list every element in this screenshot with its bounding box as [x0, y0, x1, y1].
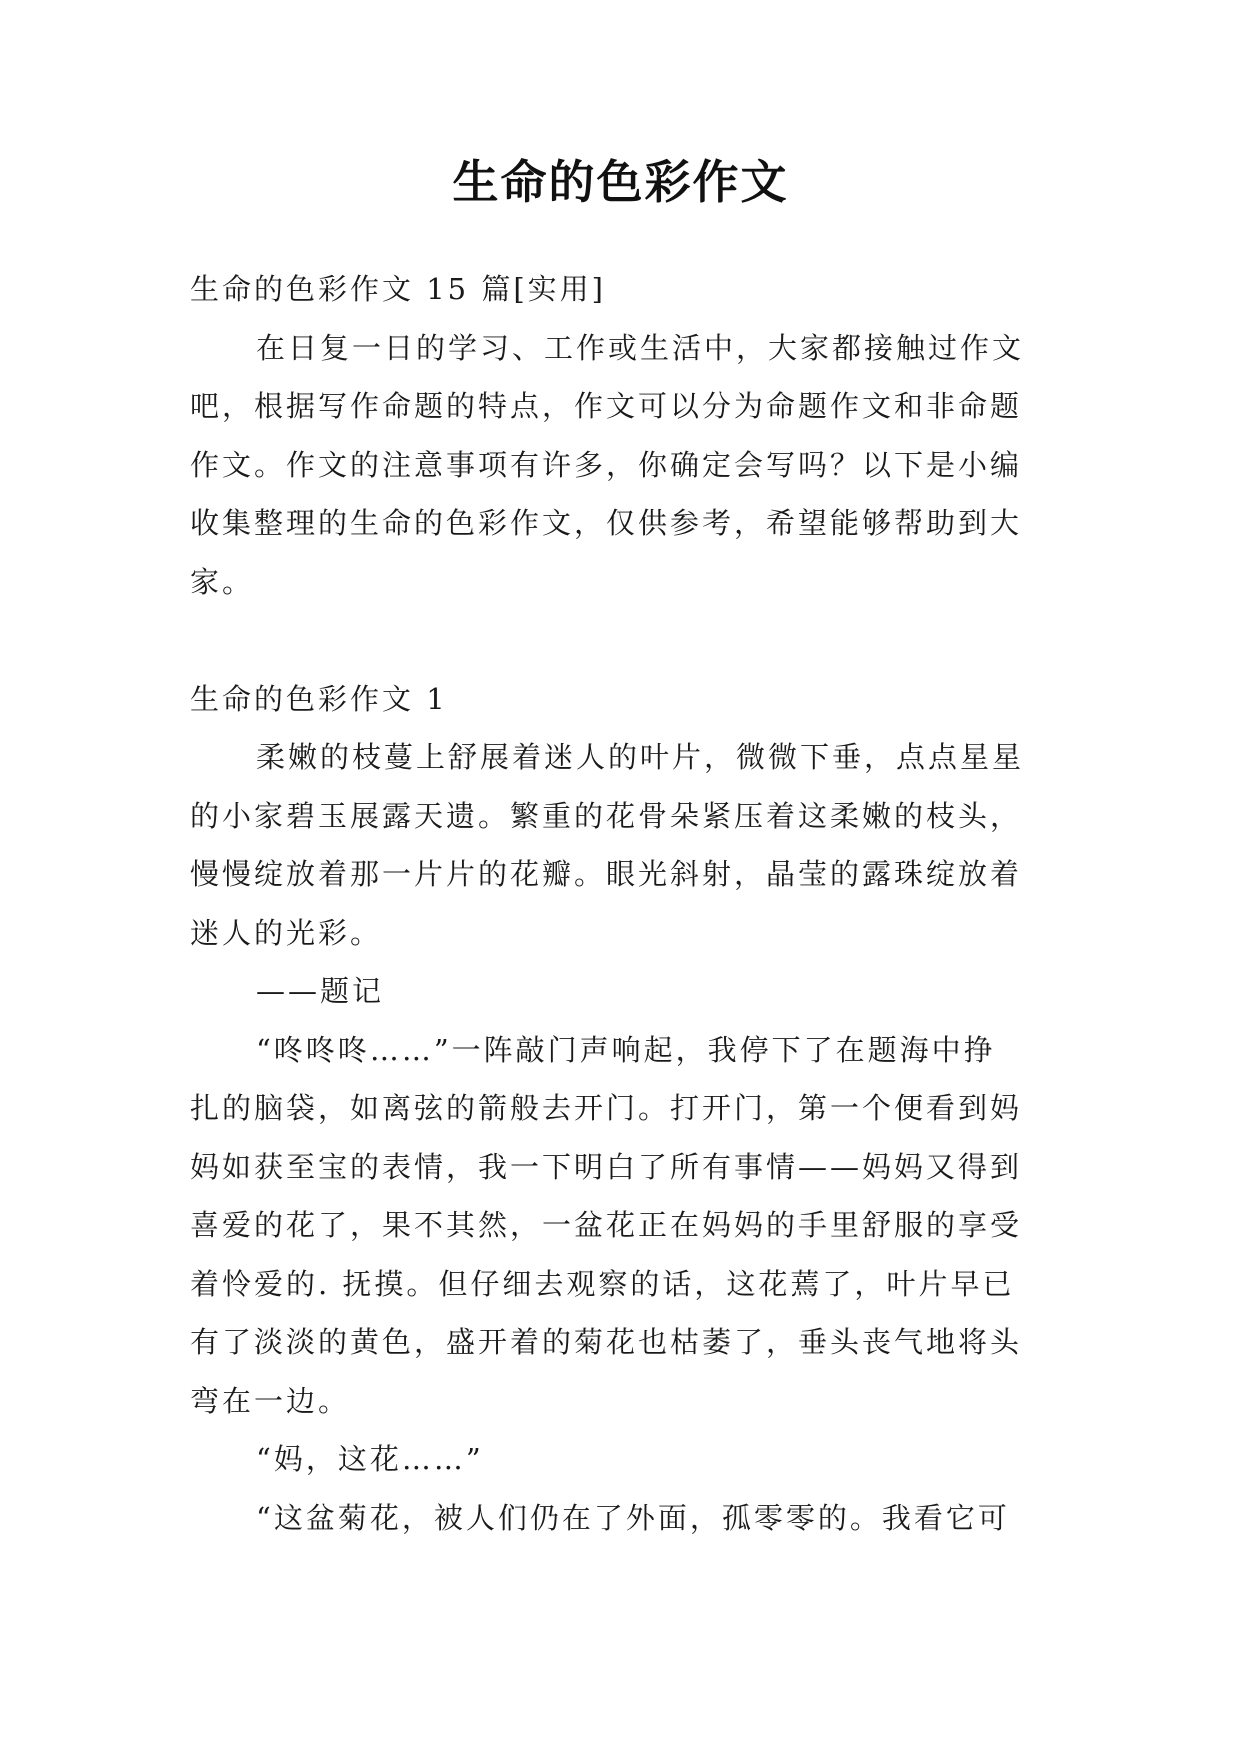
text-line: 生命的色彩作文 1 [190, 681, 448, 716]
text-line: 慢慢绽放着那一片片的花瓣。眼光斜射，晶莹的露珠绽放着 [190, 857, 1023, 891]
text-line: 作文。作文的注意事项有许多，你确定会写吗？以下是小编 [190, 447, 1023, 482]
text-line: 在日复一日的学习、工作或生活中，大家都接触过作文 [256, 330, 1025, 365]
paragraph-gap [190, 611, 1050, 670]
document-title: 生命的色彩作文 [452, 155, 789, 209]
text-line: 有了淡淡的黄色，盛开着的菊花也枯萎了，垂头丧气地将头 [190, 1325, 1023, 1359]
text-line: 收集整理的生命的色彩作文，仅供参考，希望能够帮助到大 [190, 506, 1023, 540]
text-line: 着怜爱的. 抚摸。但仔细去观察的话，这花蔫了，叶片早已 [190, 1266, 1015, 1301]
text-line: 弯在一边。 [190, 1383, 351, 1418]
document-body [190, 260, 1050, 1547]
text-line: 迷人的光彩。 [190, 915, 383, 950]
text-line: 妈如获至宝的表情，我一下明白了所有事情——妈妈又得到 [190, 1149, 1023, 1184]
text-line: “这盆菊花，被人们仍在了外面，孤零零的。我看它可 [256, 1500, 1010, 1535]
text-line: 生命的色彩作文 15 篇[实用] [190, 272, 606, 306]
text-line: 柔嫩的枝蔓上舒展着迷人的叶片，微微下垂，点点星星 [256, 740, 1025, 774]
text-line: “咚咚咚……”一阵敲门声响起，我停下了在题海中挣 [256, 1032, 996, 1067]
text-line: 家。 [190, 564, 255, 599]
text-line: “妈，这花……” [256, 1442, 484, 1476]
text-line: 喜爱的花了，果不其然，一盆花正在妈妈的手里舒服的享受 [190, 1208, 1023, 1242]
text-line: 扎的脑袋，如离弦的箭般去开门。打开门，第一个便看到妈 [190, 1091, 1023, 1125]
text-line: 的小家碧玉展露天遗。繁重的花骨朵紧压着这柔嫩的枝头， [190, 798, 1023, 833]
text-line: 吧，根据写作命题的特点，作文可以分为命题作文和非命题 [190, 389, 1023, 423]
text-line: ——题记 [256, 974, 385, 1008]
